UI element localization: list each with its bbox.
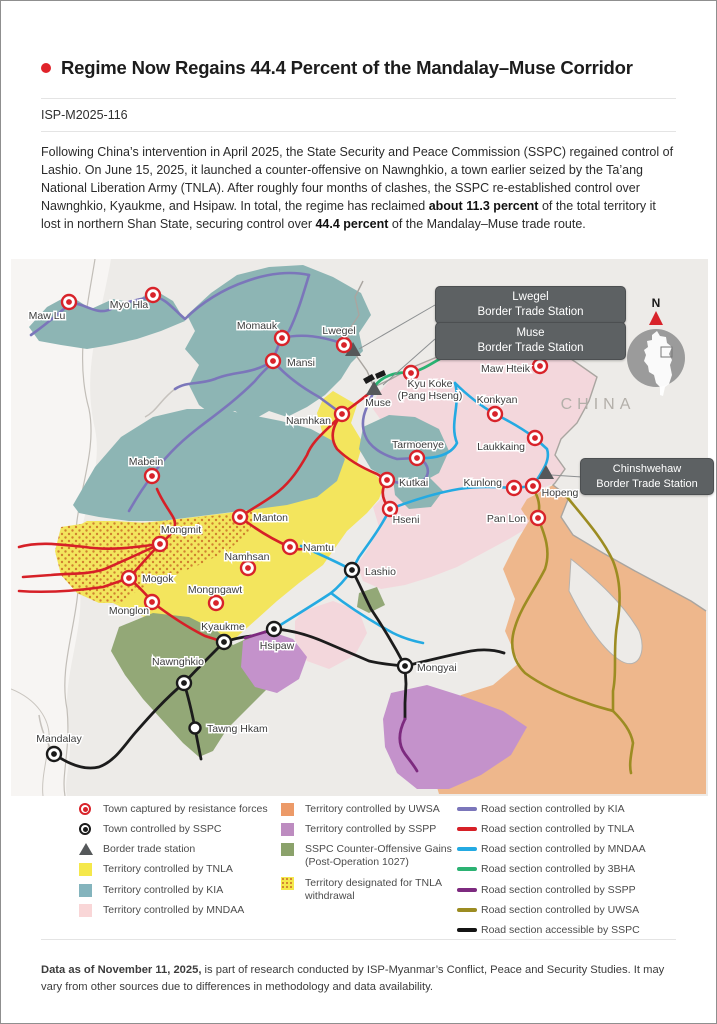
- legend-label: Road section controlled by SSPP: [481, 883, 636, 896]
- town-label: Lashio: [365, 566, 396, 578]
- legend-label: SSPC Counter-Offensive Gains (Post-Operation 1027): [305, 843, 452, 869]
- legend-column-markers: [79, 803, 281, 944]
- legend-item: [457, 884, 685, 897]
- town-label: Kutkai: [399, 477, 429, 489]
- callout-chinshwehaw-station: [580, 458, 714, 495]
- town-marker-dot: [532, 435, 538, 441]
- legend-swatch-triangle-icon: [79, 843, 103, 855]
- legend-item: [79, 843, 281, 856]
- legend-label: Territory controlled by TNLA: [103, 863, 233, 876]
- legend-item: [281, 803, 457, 816]
- legend-item: [281, 823, 457, 836]
- town-label: Mogok: [142, 573, 174, 585]
- legend-swatch-road-icon: [457, 904, 481, 912]
- title-row: [41, 1, 676, 79]
- town-marker-dot: [157, 541, 163, 547]
- town-label: Mongyai: [417, 662, 457, 674]
- legend-swatch-road-icon: [457, 843, 481, 851]
- header: [41, 1, 676, 233]
- callout-line2: Border Trade Station: [596, 477, 698, 490]
- legend-column-roads: [457, 803, 685, 944]
- callout-line1: Chinshwehaw: [612, 463, 682, 475]
- legend-swatch-town-icon: [79, 823, 103, 835]
- town-marker-dot: [270, 358, 276, 364]
- callout-lwegel-station: [435, 286, 626, 324]
- footer-text: is part of research conducted by ISP-Myanmar’s Conflict, Peace and Security Studies. It may vary from other sources due to differences in methodology and data availability.: [41, 964, 665, 993]
- town-label: Kyaukme: [201, 621, 245, 633]
- divider: [41, 131, 676, 132]
- town-marker-dot: [221, 639, 227, 645]
- legend-item: [79, 823, 281, 836]
- legend-label: Road section controlled by KIA: [481, 803, 625, 815]
- map: [11, 259, 708, 796]
- town-marker-dot: [341, 342, 347, 348]
- town-marker-dot: [414, 455, 420, 461]
- legend-label: Road section controlled by MNDAA: [481, 843, 646, 856]
- town-label: Kyu Koke (Pang Hseng): [397, 378, 463, 402]
- legend-swatch-road-icon: [457, 884, 481, 892]
- town-marker-dot: [271, 626, 277, 632]
- town-marker-dot: [237, 514, 243, 520]
- footer-bold: Data as of November 11, 2025,: [41, 964, 202, 977]
- town-marker-dot: [149, 599, 155, 605]
- legend: [79, 803, 685, 944]
- town-label: Namtu: [303, 542, 334, 554]
- town-label: Lwegel: [322, 325, 356, 337]
- town-label: Hsipaw: [259, 640, 295, 652]
- town-marker-dot: [287, 544, 293, 550]
- legend-item: [281, 877, 457, 903]
- legend-label: Territory controlled by MNDAA: [103, 903, 245, 916]
- footer-note: [41, 951, 676, 996]
- town-label: Pan Lon: [486, 513, 526, 525]
- town-label: Muse: [365, 397, 391, 409]
- legend-item: [457, 823, 685, 836]
- town-label: Mansi: [287, 357, 316, 369]
- town-marker-dot: [339, 411, 345, 417]
- intro-text: of the total territory it lost in northern Shan State, securing control over: [41, 199, 656, 231]
- town-label: Maw Hteik: [480, 363, 530, 375]
- intro-bold-1: about 11.3 percent: [428, 199, 539, 213]
- legend-swatch-fill-icon: [281, 843, 305, 856]
- town-marker-dot: [384, 477, 390, 483]
- report-id: ISP-M2025-116: [41, 108, 128, 122]
- intro-text: of the Mandalay–Muse trade route.: [388, 217, 586, 231]
- callout-line1: Muse: [516, 327, 545, 339]
- legend-label: Territory controlled by KIA: [103, 883, 224, 896]
- legend-swatch-fill-icon: [281, 823, 305, 836]
- legend-swatch-road-icon: [457, 924, 481, 932]
- legend-label: Territory controlled by SSPP: [305, 823, 437, 836]
- legend-label: Town captured by resistance forces: [103, 803, 268, 815]
- legend-label: Road section accessible by SSPC: [481, 923, 640, 936]
- town-label: Momauk: [236, 320, 278, 332]
- legend-item: [79, 863, 281, 876]
- legend-item: [457, 924, 685, 937]
- red-bullet-icon: [41, 63, 51, 73]
- town-label: Mongngawt: [187, 584, 243, 596]
- page-title: Regime Now Regains 44.4 Percent of the Mandalay–Muse Corridor: [61, 57, 633, 78]
- callout-line2: Border Trade Station: [477, 306, 584, 319]
- town-label: Mabein: [128, 456, 164, 468]
- town-marker-dot: [213, 600, 219, 606]
- legend-swatch-town-icon: [79, 803, 103, 815]
- town-label: Monglon: [108, 605, 150, 617]
- china-label: CHINA: [560, 396, 636, 413]
- town-label: Laukkaing: [477, 441, 525, 453]
- town-label: Hopeng: [541, 487, 579, 499]
- legend-swatch-road-icon: [457, 863, 481, 871]
- intro-text: Following China’s intervention in April 2025, the State Security and Peace Commission (SSPC) regained control of Lashio. On June 15, 2025, it launched a counter-offensive on Nawnghkio, a town earlier seized by the Ta’ang National Liberation Army (TNLA). After roughly four months of clashes, the SSPC re-established control over Nawnghkio, Kyaukme, and Hsipaw. In total, the regime has reclaimed: [41, 145, 674, 213]
- town-label: Nawnghkio: [152, 656, 204, 668]
- legend-swatch-dots-icon: [281, 877, 305, 890]
- town-label: Manton: [253, 512, 289, 524]
- legend-label: Territory designated for TNLA withdrawal: [305, 876, 442, 902]
- town-marker-dot: [181, 680, 187, 686]
- town-marker-dot: [279, 335, 285, 341]
- town-marker-dot: [66, 299, 72, 305]
- callout-line1: Lwegel: [512, 291, 549, 303]
- legend-item: [79, 884, 281, 897]
- callout-line2: Border Trade Station: [477, 342, 584, 355]
- town-marker-dot: [408, 370, 414, 376]
- legend-label: Road section controlled by TNLA: [481, 823, 635, 836]
- legend-item: [457, 904, 685, 917]
- town-marker-dot: [150, 292, 156, 298]
- town-marker-dot: [402, 663, 408, 669]
- town-marker: [190, 723, 201, 734]
- legend-swatch-fill-icon: [79, 863, 103, 876]
- town-label: Mandalay: [36, 733, 82, 745]
- town-label: Namhsan: [224, 551, 270, 563]
- town-marker-dot: [537, 363, 543, 369]
- callout-muse-station: [435, 322, 626, 360]
- town-marker-dot: [535, 515, 541, 521]
- town-label: Tawng Hkam: [207, 723, 268, 735]
- legend-swatch-road-icon: [457, 823, 481, 831]
- legend-item: [79, 803, 281, 816]
- legend-swatch-fill-icon: [79, 904, 103, 917]
- intro-paragraph: [41, 143, 676, 233]
- footer: [41, 939, 676, 1007]
- compass-n-label: N: [651, 296, 661, 310]
- town-label: Maw Lu: [28, 310, 66, 322]
- legend-label: Road section controlled by UWSA: [481, 903, 640, 916]
- town-marker-dot: [349, 567, 355, 573]
- legend-item: [281, 843, 457, 869]
- legend-item: [457, 803, 685, 816]
- legend-item: [457, 863, 685, 876]
- town-marker-dot: [245, 565, 251, 571]
- town-marker-dot: [126, 575, 132, 581]
- legend-label: Road section controlled by 3BHA: [481, 863, 636, 876]
- town-label: Myo Hla: [109, 299, 149, 311]
- intro-bold-2: 44.4 percent: [315, 217, 389, 231]
- legend-column-territories: [281, 803, 457, 944]
- town-marker-dot: [149, 473, 155, 479]
- town-marker-dot: [387, 506, 393, 512]
- town-marker-dot: [511, 485, 517, 491]
- town-marker-dot: [492, 411, 498, 417]
- town-label: Hseni: [392, 514, 420, 526]
- legend-swatch-road-icon: [457, 803, 481, 811]
- legend-label: Border trade station: [103, 843, 196, 856]
- town-label: Kunlong: [463, 477, 502, 489]
- legend-item: [457, 843, 685, 856]
- legend-swatch-fill-icon: [79, 884, 103, 897]
- legend-item: [79, 904, 281, 917]
- legend-label: Town controlled by SSPC: [103, 823, 222, 836]
- town-marker-dot: [530, 483, 536, 489]
- town-marker-dot: [51, 751, 57, 757]
- legend-label: Territory controlled by UWSA: [305, 803, 440, 815]
- town-label: Tarmoenye: [392, 439, 444, 451]
- divider: [41, 939, 676, 940]
- town-label: Konkyan: [476, 394, 518, 406]
- legend-swatch-fill-icon: [281, 803, 305, 816]
- town-label: Mongmit: [160, 524, 202, 536]
- town-label: Namhkan: [286, 415, 331, 427]
